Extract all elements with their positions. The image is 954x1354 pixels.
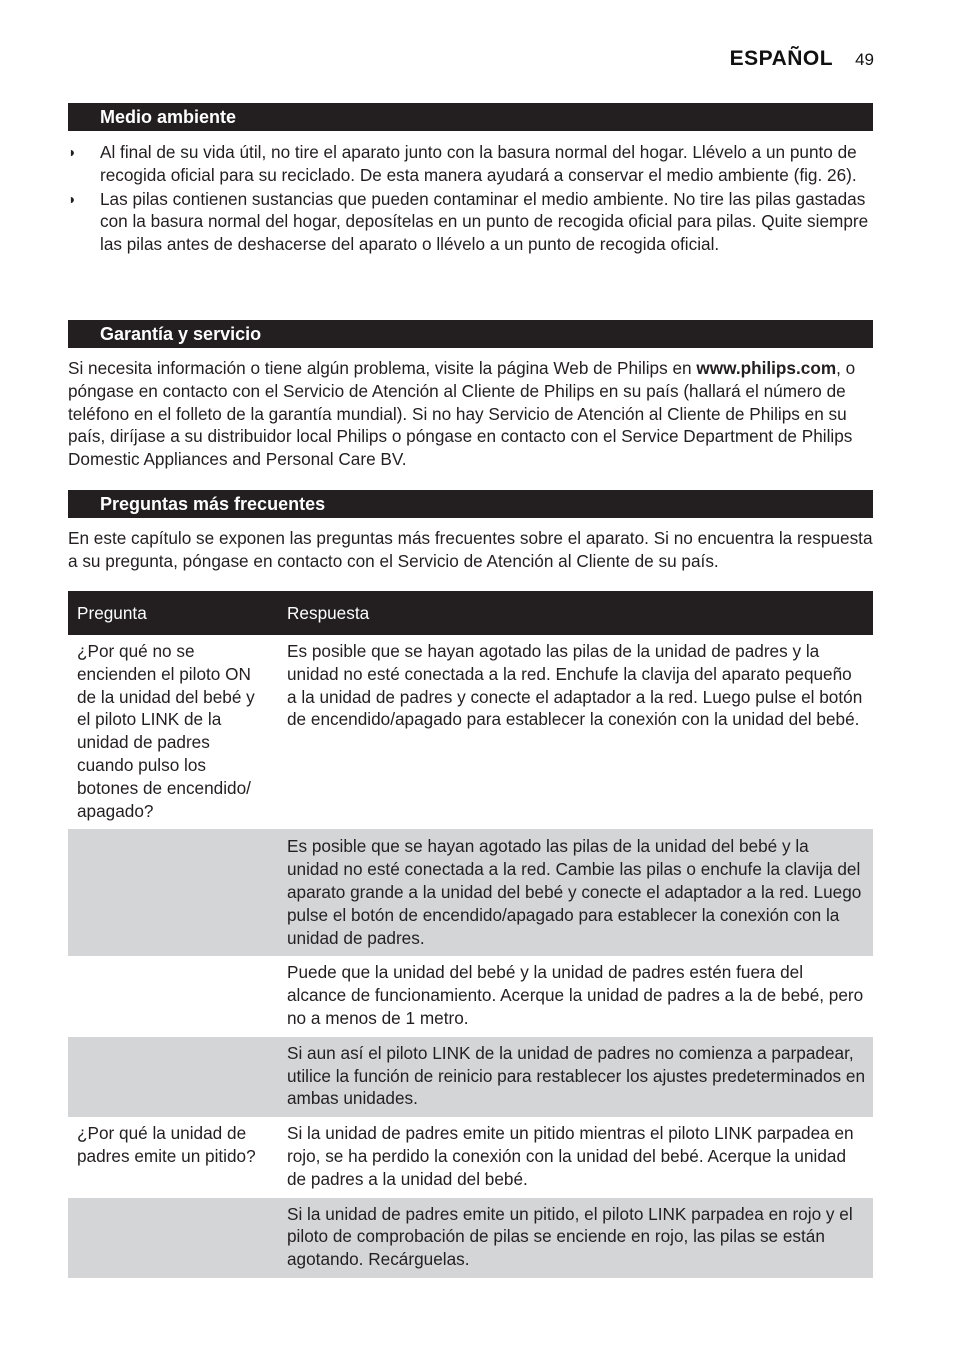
faq-table-header [68, 591, 873, 635]
answer-cell: Puede que la unidad del bebé y la unidad de padres estén fuera del alcance de funcionamiento. Acerque la unidad de padres a la de bebé, pero no a menos de 1 metro. [287, 962, 864, 1028]
list-item [68, 188, 873, 256]
table-row [68, 829, 873, 956]
question-cell: ¿Por qué no se encienden el piloto ON de la unidad del bebé y el piloto LINK de la unidad de padres cuando pulso los botones de encendido/ apagado? [77, 641, 255, 821]
column-header-question: Pregunta [68, 591, 278, 635]
guarantee-text-end: , o póngase en contacto con el Servicio de Atención al Cliente de Philips en su país (hallará el número de teléfono en el folleto de la garantía mundial). Si no hay Servicio de Atención al Cliente de Philips en su país, diríjase a su distribuidor local Philips o póngase en contacto con el Service Department de Philips Domestic Appliances and Personal Care BV. [68, 358, 856, 470]
answer-cell: Si aun así el piloto LINK de la unidad de padres no comienza a parpadear, utilice la función de reinicio para restablecer los ajustes predeterminados en ambas unidades. [278, 1037, 873, 1117]
section-heading-faq: Preguntas más frecuentes [68, 490, 873, 518]
table-row [68, 635, 873, 829]
question-cell [68, 829, 278, 956]
guarantee-text-start: Si necesita información o tiene algún problema, visite la página Web de Philips en [68, 358, 697, 378]
guarantee-paragraph [68, 357, 873, 471]
bullet-icon: ◗ [68, 190, 77, 207]
table-row [68, 1198, 873, 1278]
page-header [730, 47, 874, 71]
list-item [68, 141, 873, 187]
answer-cell: Si la unidad de padres emite un pitido, el piloto LINK parpadea en rojo y el piloto de comprobación de pilas se enciende en rojo, las pilas se están agotando. Recárguelas. [278, 1198, 873, 1278]
answer-cell: Es posible que se hayan agotado las pilas de la unidad del bebé y la unidad no esté conectada a la red. Cambie las pilas o enchufe la clavija del aparato grande a la unidad del bebé y conecte el adaptador a la red. Luego pulse el botón de encendido/apagado para establecer la conexión con la unidad de padres. [278, 829, 873, 956]
faq-table [68, 591, 873, 1278]
question-cell: ¿Por qué la unidad de padres emite un pitido? [77, 1123, 256, 1166]
language-label: ESPAÑOL [729, 47, 834, 70]
section-heading-environment: Medio ambiente [68, 103, 873, 131]
answer-cell: Si la unidad de padres emite un pitido mientras el piloto LINK parpadea en rojo, se ha perdido la conexión con la unidad del bebé. Acerque la unidad de padres a la unidad del bebé. [287, 1123, 854, 1189]
table-row [68, 1117, 873, 1197]
question-cell [68, 1198, 278, 1278]
table-row [68, 956, 873, 1036]
bullet-icon: ◗ [68, 144, 77, 160]
question-cell [68, 1037, 278, 1117]
page-number: 49 [855, 50, 874, 69]
column-header-answer: Respuesta [278, 591, 873, 635]
question-cell [68, 956, 278, 1036]
faq-intro: En este capítulo se exponen las preguntas más frecuentes sobre el aparato. Si no encuentra la respuesta a su pregunta, póngase en contacto con el Servicio de Atención al Cliente de su país. [68, 528, 873, 571]
bullet-text: Las pilas contienen sustancias que pueden contaminar el medio ambiente. No tire las pilas gastadas con la basura normal del hogar, deposítelas en un punto de recogida oficial para pilas. Quite siempre las pilas antes de deshacerse del aparato o llévelo a un punto de recogida oficial. [100, 188, 869, 255]
table-row [68, 1037, 873, 1117]
philips-website-link[interactable]: www.philips.com [696, 358, 837, 378]
section-heading-guarantee: Garantía y servicio [68, 320, 873, 348]
bullet-text: Al final de su vida útil, no tire el aparato junto con la basura normal del hogar. Llévelo a un punto de recogida oficial para su reciclado. De esta manera ayudará a conservar el medio ambiente (fig. 26). [100, 142, 857, 185]
answer-cell: Es posible que se hayan agotado las pilas de la unidad de padres y la unidad no esté conectada a la red. Enchufe la clavija del aparato pequeño a la unidad de padres y conecte el adaptador a la red. Luego pulse el botón de encendido/apagado para establecer la conexión con la unidad del bebé. [287, 641, 863, 730]
environment-bullet-list [68, 141, 873, 256]
